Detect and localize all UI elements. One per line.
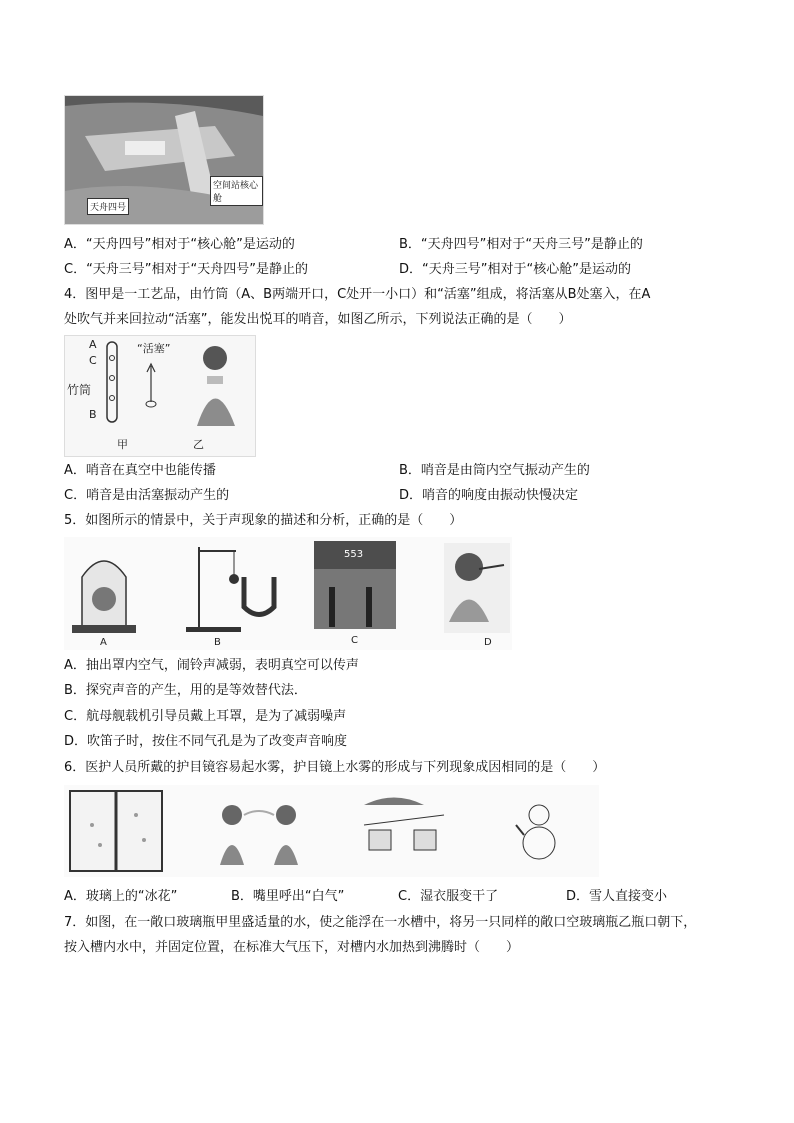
sound-phenomena-figure	[64, 537, 512, 650]
figure-c-label: C	[351, 635, 358, 646]
q4-option-a: A．哨音在真空中也能传播	[64, 463, 216, 478]
q5-option-b: B．探究声音的产生，用的是等效替代法．	[64, 683, 307, 698]
core-module-label: 空间站核心舱	[210, 176, 263, 206]
q6-stem: 6．医护人员所戴的护目镜容易起水雾，护目镜上水雾的形成与下列现象成因相同的是（ ）	[64, 760, 606, 775]
q3-option-c: C．“天舟三号”相对于“天舟四号”是静止的	[64, 262, 309, 277]
q6-option-d: D．雪人直接变小	[566, 889, 668, 904]
q4-option-d: D．哨音的响度由振动快慢决定	[399, 488, 579, 503]
q5-stem: 5．如图所示的情景中，关于声现象的描述和分析，正确的是（ ）	[64, 513, 463, 528]
water-mist-figure	[64, 785, 599, 877]
q5-option-c: C．航母舰载机引导员戴上耳罩，是为了减弱噪声	[64, 709, 347, 724]
q3-option-a: A．“天舟四号”相对于“核心舱”是运动的	[64, 237, 295, 252]
q7-stem-line1: 7．如图，在一敞口玻璃瓶甲里盛适量的水，使之能浮在一水槽中，将另一只同样的敞口空玻璃瓶乙瓶口朝下，	[64, 915, 697, 930]
q4-stem-line1: 4．图甲是一工艺品，由竹筒（A、B两端开口，C处开一小口）和“活塞”组成，将活塞从B处塞入，在A	[64, 287, 651, 302]
q6-option-a: A．玻璃上的“冰花”	[64, 889, 178, 904]
q6-option-b: B．嘴里呼出“白气”	[231, 889, 345, 904]
label-piston: “活塞”	[137, 342, 171, 355]
q3-option-d: D．“天舟三号”相对于“核心舱”是运动的	[399, 262, 631, 277]
bamboo-whistle-figure	[64, 335, 256, 457]
q4-option-b: B．哨音是由筒内空气振动产生的	[399, 463, 590, 478]
figure-d-label: D	[484, 637, 492, 648]
q6-option-c: C．湿衣服变干了	[398, 889, 499, 904]
q4-stem-line2: 处吹气并来回拉动“活塞”，能发出悦耳的哨音，如图乙所示，下列说法正确的是（ ）	[64, 312, 572, 327]
q5-option-a: A．抽出罩内空气，闹铃声减弱，表明真空可以传声	[64, 658, 359, 673]
tianzhou4-label: 天舟四号	[87, 198, 129, 215]
label-b: B	[89, 408, 97, 421]
figure-b-label: B	[214, 637, 221, 648]
label-c: C	[89, 354, 97, 367]
q7-stem-line2: 按入槽内水中，并固定位置，在标准大气压下，对槽内水加热到沸腾时（ ）	[64, 940, 520, 955]
figure-a-label: A	[100, 637, 107, 648]
label-a: A	[89, 338, 97, 351]
q3-option-b: B．“天舟四号”相对于“天舟三号”是静止的	[399, 237, 643, 252]
caption-yi: 乙	[193, 438, 204, 451]
space-station-photo	[64, 95, 264, 225]
q4-option-c: C．哨音是由活塞振动产生的	[64, 488, 230, 503]
ship-number: 553	[344, 549, 364, 560]
caption-jia: 甲	[117, 438, 128, 451]
q5-option-d: D．吹笛子时，按住不同气孔是为了改变声音响度	[64, 734, 348, 749]
label-bamboo: 竹筒	[67, 383, 92, 397]
